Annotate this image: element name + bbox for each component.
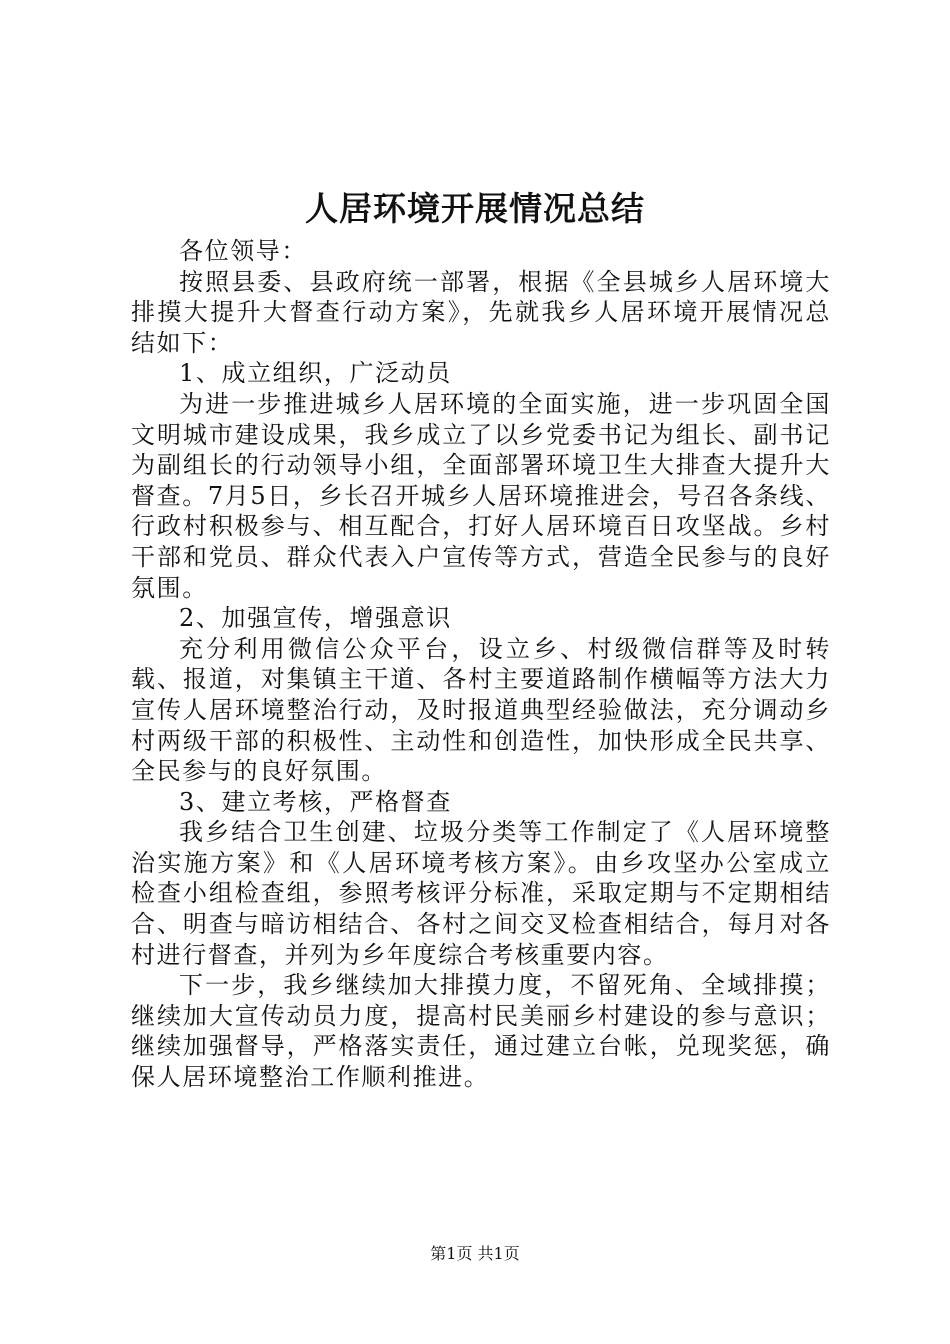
closing-paragraph: 下一步，我乡继续加大排摸力度，不留死角、全域排摸；继续加大宣传动员力度，提高村民美丽乡村建设的参与意识；继续加强督导，严格落实责任，通过建立台帐，兑现奖惩，确保人居环境整治工作顺利推进。 bbox=[131, 971, 831, 1092]
section-paragraph-3: 我乡结合卫生创建、垃圾分类等工作制定了《人居环境整治实施方案》和《人居环境考核方案》。由乡攻坚办公室成立检查小组检查组，参照考核评分标准，采取定期与不定期相结合、明查与暗访相结合、各村之间交叉检查相结合，每月对各村进行督查，并列为乡年度综合考核重要内容。 bbox=[131, 818, 831, 969]
section-paragraph-2: 充分利用微信公众平台，设立乡、村级微信群等及时转载、报道，对集镇主干道、各村主要道路制作横幅等方法大力宣传人居环境整治行动，及时报道典型经验做法，充分调动乡村两级干部的积极性、主动性和创造性，加快形成全民共享、全民参与的良好氛围。 bbox=[131, 634, 831, 786]
page-number-footer: 第1页 共1页 bbox=[430, 1244, 520, 1263]
section-heading-1: 1、成立组织，广泛动员 bbox=[179, 359, 452, 388]
section-paragraph-1: 为进一步推进城乡人居环境的全面实施，进一步巩固全国文明城市建设成果，我乡成立了以乡党委书记为组长、副书记为副组长的行动领导小组，全面部署环境卫生大排查大提升大督查。7月5日，乡长召开城乡人居环境推进会，号召各条线、行政村积极参与、相互配合，打好人居环境百日攻坚战。乡村干部和党员、群众代表入户宣传等方式，营造全民参与的良好氛围。 bbox=[131, 389, 831, 602]
intro-paragraph: 按照县委、县政府统一部署，根据《全县城乡人居环境大排摸大提升大督查行动方案》，先就我乡人居环境开展情况总结如下： bbox=[131, 267, 831, 357]
document-body bbox=[131, 236, 831, 1093]
document-title: 人居环境开展情况总结 bbox=[305, 189, 645, 228]
section-heading-3: 3、建立考核，严格督查 bbox=[179, 787, 452, 816]
section-heading-2: 2、加强宣传，增强意识 bbox=[179, 604, 452, 633]
salutation-paragraph: 各位领导： bbox=[179, 237, 307, 265]
